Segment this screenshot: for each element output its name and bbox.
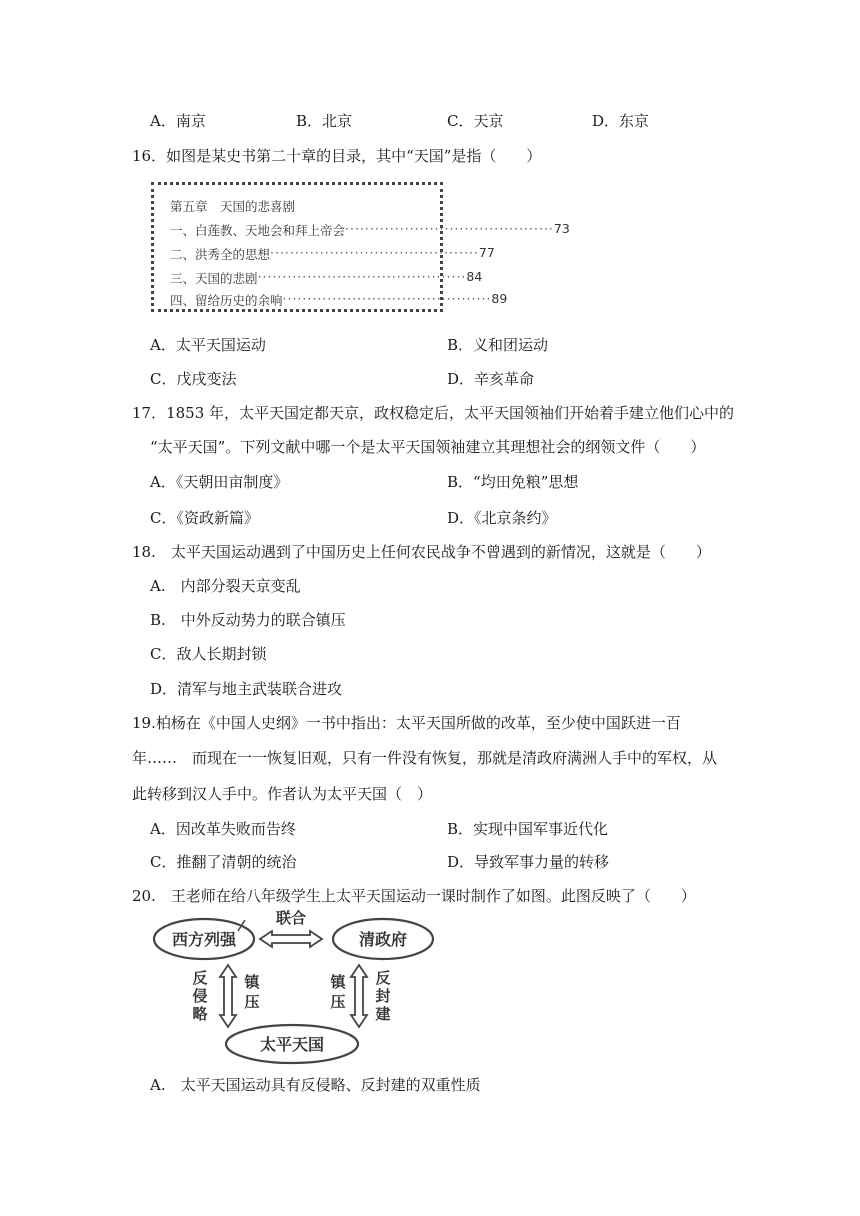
node-taiping: 太平天国 <box>259 1035 325 1054</box>
q15-option-c: C．天京 <box>447 112 504 130</box>
node-qing-government: 清政府 <box>358 930 408 949</box>
toc-entry-page: 84 <box>466 269 483 284</box>
toc-entry-text: 一、白莲教、天地会和拜上帝会 <box>170 223 346 238</box>
left-up-label-1: 反 <box>192 969 208 987</box>
left-up-label-3: 略 <box>192 1005 208 1023</box>
toc-entry <box>170 291 508 309</box>
q16-option-d: D．辛亥革命 <box>447 370 535 388</box>
toc-entry <box>170 245 495 263</box>
q19-stem-line1: 19.柏杨在《中国人史纲》一书中指出：太平天国所做的改革，至少使中国跃进一百 <box>132 714 681 732</box>
q15-option-a: A．南京 <box>150 112 206 130</box>
toc-entry-page: 77 <box>478 245 495 260</box>
q16-option-c: C．戊戌变法 <box>150 370 237 388</box>
q17-option-b: B．“均田免粮”思想 <box>447 473 579 491</box>
toc-entry-text: 四、留给历史的余响 <box>170 293 283 308</box>
toc-entry-page: 73 <box>553 221 570 236</box>
right-up-label-3: 建 <box>375 1005 391 1023</box>
q18-stem: 18. 太平天国运动遇到了中国历史上任何农民战争不曾遇到的新情况，这就是（ ） <box>132 543 711 561</box>
relationship-diagram <box>150 905 440 1065</box>
toc-chapter: 第五章 天国的悲喜剧 <box>170 199 296 214</box>
q16-stem: 16．如图是某史书第二十章的目录，其中“天国”是指（ ） <box>132 147 542 165</box>
toc-leader-dots: ·········································· <box>270 245 479 260</box>
q20-option-a: A. 太平天国运动具有反侵略、反封建的双重性质 <box>150 1076 481 1094</box>
table-of-contents-figure <box>151 182 570 312</box>
q19-option-c: C．推翻了清朝的统治 <box>150 853 297 871</box>
right-up-label-1: 反 <box>375 969 391 987</box>
q16-option-a: A．太平天国运动 <box>150 336 266 354</box>
right-up-label-2: 封 <box>375 987 391 1005</box>
left-double-arrow <box>220 965 236 1027</box>
toc-leader-dots: ·········································· <box>282 291 492 306</box>
q17-option-d: D．《北京条约》 <box>447 509 557 527</box>
q19-option-a: A．因改革失败而告终 <box>150 820 296 838</box>
q17-stem-line2: “太平天国”。下列文献中哪一个是太平天国领袖建立其理想社会的纲领文件（ ） <box>150 438 706 456</box>
toc-entry-page: 89 <box>491 291 508 306</box>
q18-option-d: D．清军与地主武装联合进攻 <box>150 680 343 698</box>
left-down-label-1: 镇 <box>244 973 260 991</box>
q15-option-b: B．北京 <box>296 112 353 130</box>
q16-option-b: B．义和团运动 <box>447 336 549 354</box>
q17-option-a: A．《天朝田亩制度》 <box>150 473 289 491</box>
q19-stem-line3: 此转移到汉人手中。作者认为太平天国（ ） <box>132 785 433 803</box>
left-down-label-2: 压 <box>244 993 260 1011</box>
q19-option-d: D．导致军事力量的转移 <box>447 853 610 871</box>
q18-option-c: C．敌人长期封锁 <box>150 645 267 663</box>
alliance-label: 联合 <box>275 909 307 927</box>
right-down-label-1: 镇 <box>330 973 346 991</box>
right-double-arrow <box>351 965 367 1027</box>
q18-option-b: B. 中外反动势力的联合镇压 <box>150 611 346 629</box>
right-down-label-2: 压 <box>330 993 346 1011</box>
toc-entry-text: 二、洪秀全的思想 <box>170 247 271 262</box>
toc-leader-dots: ·········································· <box>257 269 467 284</box>
alliance-double-arrow <box>260 931 322 947</box>
q17-stem-line1: 17．1853 年，太平天国定都天京，政权稳定后，太平天国领袖们开始着手建立他们心中的 <box>132 404 735 422</box>
toc-entry <box>170 269 483 287</box>
q18-option-a: A. 内部分裂天京变乱 <box>150 577 301 595</box>
q17-option-c: C．《资政新篇》 <box>150 509 259 527</box>
toc-chapter-title <box>170 197 432 215</box>
q19-stem-line2: 年…… 而现在一一恢复旧观，只有一件没有恢复，那就是清政府满洲人手中的军权，从 <box>132 749 718 767</box>
q15-option-d: D．东京 <box>592 112 650 130</box>
toc-entry-text: 三、天国的悲剧 <box>170 271 258 286</box>
left-up-label-2: 侵 <box>192 987 208 1005</box>
toc-entry <box>170 221 570 239</box>
node-western-powers: 西方列强 <box>171 930 237 949</box>
q20-stem: 20. 王老师在给八年级学生上太平天国运动一课时制作了如图。此图反映了（ ） <box>132 887 696 905</box>
q19-option-b: B．实现中国军事近代化 <box>447 820 609 838</box>
toc-leader-dots: ·········································· <box>345 221 554 236</box>
